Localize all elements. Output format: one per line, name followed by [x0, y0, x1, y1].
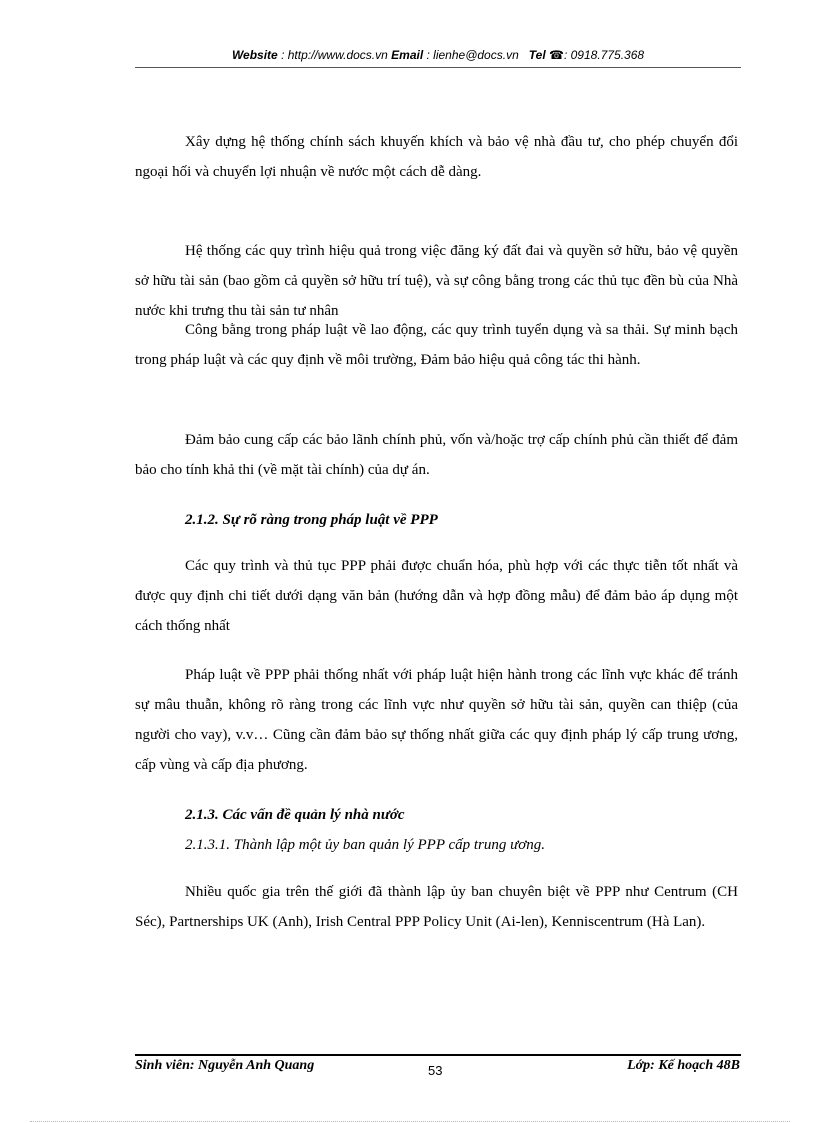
email-sep: :: [423, 48, 434, 62]
paragraph-text: Hệ thống các quy trình hiệu quả trong việc đăng ký đất đai và quyền sở hữu, bảo vệ quyền sở hữu tài sản (bao gồm cả quyền sở hữu trí tuệ), và sự công bằng trong các thủ tục đền bù của Nhà nước khi trưng thu tài sản tư nhân: [135, 243, 738, 319]
footer-class: Lớp: Kế hoạch 48B: [627, 1058, 740, 1073]
section-heading-2-1-2: 2.1.2. Sự rõ ràng trong pháp luật về PPP: [185, 512, 438, 528]
subsection-heading-2-1-3-1: 2.1.3.1. Thành lập một ủy ban quản lý PPP cấp trung ương.: [185, 837, 546, 853]
paragraph-text: Các quy trình và thủ tục PPP phải được chuẩn hóa, phù hợp với các thực tiễn tốt nhất và được quy định chi tiết dưới dạng văn bản (hướng dẫn và hợp đồng mẫu) để đảm bảo áp dụng một cách thống nhất: [135, 558, 738, 634]
paragraph-3: [135, 315, 738, 375]
paragraph-text: Nhiều quốc gia trên thế giới đã thành lập ủy ban chuyên biệt về PPP như Centrum (CH Séc), Partnerships UK (Anh), Irish Central PPP Policy Unit (Ai-len), Kenniscentrum (Hà Lan).: [135, 884, 738, 930]
website-label: Website: [231, 48, 278, 62]
footer-student: Sinh viên: Nguyễn Anh Quang: [135, 1058, 315, 1073]
website-url[interactable]: http://www.docs.vn: [287, 48, 388, 62]
website-sep: :: [277, 48, 288, 62]
paragraph-1: [135, 127, 738, 187]
paragraph-6: [135, 660, 738, 780]
header-rule: [135, 67, 741, 68]
page-header: [135, 46, 741, 64]
footer-rule: [135, 1054, 741, 1056]
paragraph-4: [135, 425, 738, 485]
paragraph-text: Đảm bảo cung cấp các bảo lãnh chính phủ, vốn và/hoặc trợ cấp chính phủ cần thiết để đảm bảo cho tính khả thi (về mặt tài chính) của dự án.: [135, 432, 738, 478]
phone-icon: ☎: [549, 48, 564, 62]
tel-label: Tel: [528, 48, 546, 62]
paragraph-2: [135, 236, 738, 326]
paragraph-text: Xây dựng hệ thống chính sách khuyến khích và bảo vệ nhà đầu tư, cho phép chuyển đổi ngoại hối và chuyển lợi nhuận về nước một cách dễ dàng.: [135, 134, 738, 180]
paragraph-7: [135, 877, 738, 937]
section-heading-2-1-3: 2.1.3. Các vấn đề quản lý nhà nước: [185, 807, 405, 823]
paragraph-text: Công bằng trong pháp luật về lao động, các quy trình tuyển dụng và sa thải. Sự minh bạch trong pháp luật và các quy định về môi trường, Đảm bảo hiệu quả công tác thi hành.: [135, 322, 738, 368]
page-bottom-border: [30, 1121, 790, 1122]
email-label: Email: [391, 48, 424, 62]
paragraph-text: Pháp luật về PPP phải thống nhất với pháp luật hiện hành trong các lĩnh vực khác để tránh sự mâu thuẫn, không rõ ràng trong các lĩnh vực như quyền sở hữu tài sản, quyền can thiệp (của người cho vay), v.v… Cũng cần đảm bảo sự thống nhất giữa các quy định pháp lý cấp trung ương, cấp vùng và cấp địa phương.: [135, 667, 738, 773]
tel-number: : 0918.775.368: [563, 48, 645, 62]
page-number: 53: [428, 1063, 443, 1078]
paragraph-5: [135, 551, 738, 641]
email-address[interactable]: lienhe@docs.vn: [433, 48, 519, 62]
